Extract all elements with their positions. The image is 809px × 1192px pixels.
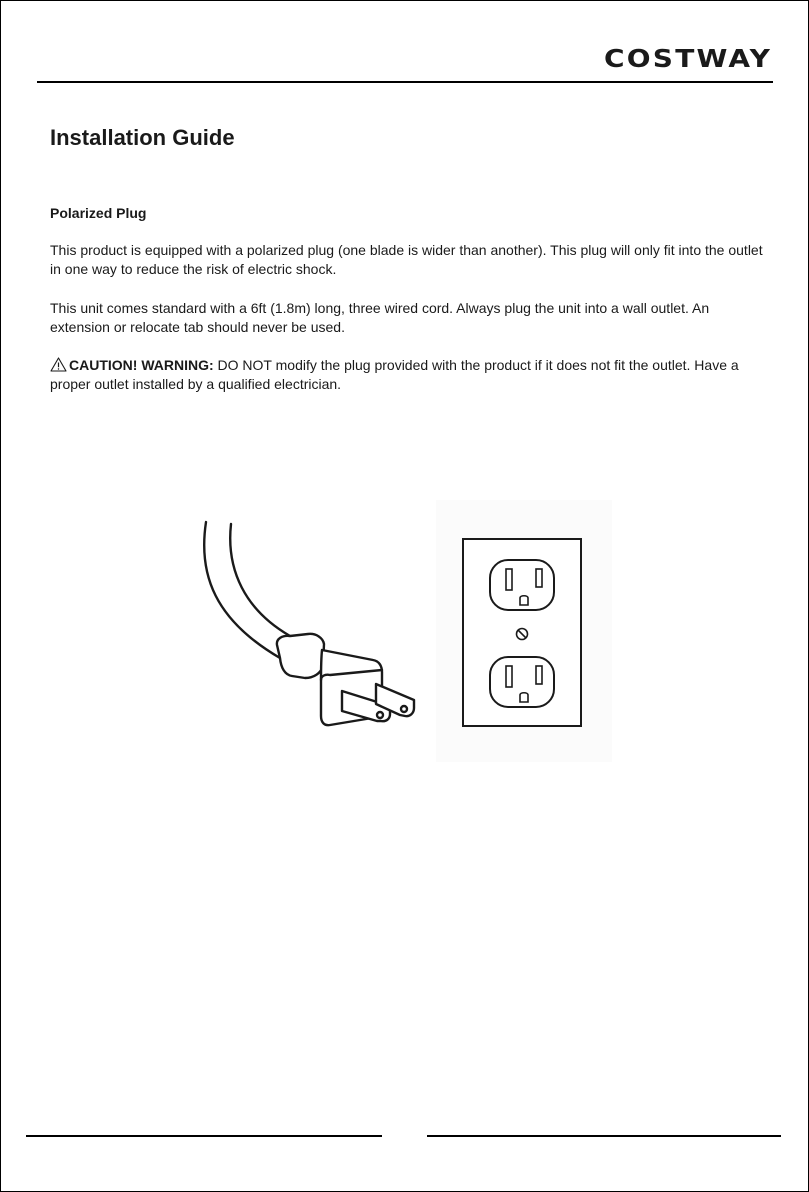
brand-logo: COSTWAY: [603, 44, 772, 73]
header-divider: [37, 81, 773, 83]
caution-label: CAUTION! WARNING:: [69, 357, 214, 373]
page-title: Installation Guide: [50, 125, 235, 150]
footer-divider-right: [427, 1135, 781, 1137]
caution-text: DO NOT modify the plug provided with the product if it does not fit the outlet. Have a proper outlet installed by a qualified electrician.: [50, 357, 739, 392]
warning-triangle-icon: [50, 357, 67, 372]
caution-block: [50, 357, 739, 392]
footer-divider-left: [26, 1135, 382, 1137]
polarized-plug-paragraph: This product is equipped with a polarized plug (one blade is wider than another). This plug will only fit into the outlet in one way to reduce the risk of electric shock.: [50, 242, 763, 277]
plug-and-outlet-illustration: [190, 500, 630, 765]
section-heading: Polarized Plug: [50, 205, 147, 221]
cord-paragraph: This unit comes standard with a 6ft (1.8m) long, three wired cord. Always plug the unit into a wall outlet. An extension or relocate tab should never be used.: [50, 300, 710, 335]
wall-outlet-image: [463, 539, 581, 726]
polarized-plug-image: [204, 522, 414, 725]
caution-paragraph: [50, 356, 770, 394]
